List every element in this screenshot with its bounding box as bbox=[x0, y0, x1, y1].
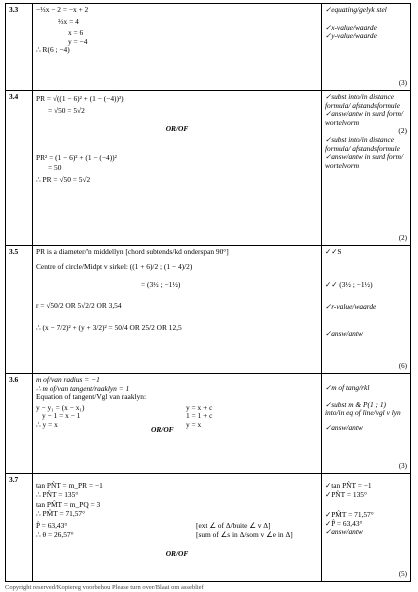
question-number: 3.3 bbox=[6, 4, 33, 91]
question-number: 3.7 bbox=[6, 474, 33, 582]
marks-cell bbox=[322, 374, 411, 474]
solution-line: Equation of tangent/Vgl van raaklyn: bbox=[36, 392, 147, 402]
row-3-6 bbox=[6, 374, 411, 474]
mark-item: ✓✓ (3½ ; −1½) bbox=[325, 279, 373, 289]
solution-line: r = √50/2 OR 5√2/2 OR 3,54 bbox=[36, 300, 122, 310]
solution-line: = 50 bbox=[48, 163, 62, 173]
mark-item: ✓r-value/waarde bbox=[325, 302, 377, 312]
reason-text: [ext ∠ of Δ/buite ∠ v Δ] bbox=[196, 521, 271, 531]
row-3-3 bbox=[6, 4, 411, 91]
two-method-block bbox=[36, 404, 318, 430]
solution-line: ⅔x = 4 bbox=[58, 16, 79, 26]
solution-line: ∴ PR = √50 = 5√2 bbox=[36, 174, 91, 184]
solution-cell bbox=[33, 374, 322, 474]
solution-line: ∴ θ = 26,57° bbox=[36, 529, 74, 539]
marks-cell bbox=[322, 91, 411, 246]
method-right bbox=[186, 404, 212, 430]
reason-row bbox=[36, 531, 318, 540]
mark-item: ✓PN̂T = 135° bbox=[325, 489, 367, 499]
or-label: OR/OF bbox=[151, 425, 174, 434]
solution-cell bbox=[33, 246, 322, 374]
solution-line: y = −4 bbox=[68, 36, 88, 46]
reason-text: [sum of ∠s in Δ/som v ∠e in Δ] bbox=[196, 529, 293, 539]
solution-line: ∴ y = x bbox=[36, 419, 58, 429]
mark-item: ✓answ/antw bbox=[325, 527, 363, 537]
solution-line: y − 1 = x − 1 bbox=[42, 411, 81, 421]
mark-item: ✓P̂ = 63,43° bbox=[325, 518, 363, 528]
solution-line: tan PN̂T = m_PR = −1 bbox=[36, 481, 103, 490]
solution-line: ∴ PN̂T = 135° bbox=[36, 489, 79, 499]
page-footer: Copyright reserved/Kopiereg voorbehou Please turn over/Blaai om asseblief bbox=[5, 584, 204, 591]
mark-item: ✓answ/antw bbox=[325, 328, 363, 338]
memo-table bbox=[5, 3, 411, 582]
question-number: 3.6 bbox=[6, 374, 33, 474]
solution-line: = (3½ ; −1½) bbox=[141, 280, 181, 290]
solution-line: ∴ (x − 7/2)² + (y + 3/2)² = 50/4 OR 25/2 OR 12,5 bbox=[36, 323, 182, 333]
solution-line: y = x bbox=[186, 419, 202, 429]
solution-line: = √50 = 5√2 bbox=[48, 105, 85, 115]
row-3-5 bbox=[6, 246, 411, 374]
mark-total: (2) bbox=[398, 126, 407, 136]
mark-item: ✓x-value/waarde bbox=[325, 22, 377, 32]
solution-line: Centre of circle/Midpt v sirkel: ((1 + 6)/2 ; (1 − 4)/2) bbox=[36, 261, 193, 271]
solution-line: tan PM̂T = m_PQ = 3 bbox=[36, 500, 101, 510]
solution-line: ∴ m of/van tangent/raaklyn = 1 bbox=[36, 383, 130, 393]
marks-cell bbox=[322, 474, 411, 582]
solution-line: ∴ R(6 ; −4) bbox=[36, 45, 70, 55]
solution-line: m of/van radius = −1 bbox=[36, 375, 100, 384]
mark-item: ✓tan PN̂T = −1 bbox=[325, 481, 372, 490]
mark-item: ✓subst into/in distance formula/ afstandsformule bbox=[325, 134, 400, 153]
mark-total: (3) bbox=[398, 79, 407, 88]
solution-line: y = x + c bbox=[186, 402, 213, 412]
row-3-4 bbox=[6, 91, 411, 246]
solution-line: PR is a diameter/'n middellyn [chord subtends/kd onderspan 90°] bbox=[36, 247, 229, 256]
solution-cell bbox=[33, 4, 322, 91]
solution-line: ∴ PM̂T = 71,57° bbox=[36, 508, 86, 518]
solution-line: PR² = (1 − 6)² + (1 − (−4))² bbox=[36, 152, 117, 162]
mark-item: ✓answ/antw bbox=[325, 422, 363, 432]
marks-cell bbox=[322, 4, 411, 91]
mark-item: ✓✓S bbox=[325, 247, 342, 256]
mark-total: (6) bbox=[398, 362, 407, 371]
question-number: 3.5 bbox=[6, 246, 33, 374]
mark-item: ✓equating/gelyk stel bbox=[325, 5, 387, 14]
solution-line: PR = √((1 − 6)² + (1 − (−4))²) bbox=[36, 94, 124, 103]
solution-cell bbox=[33, 474, 322, 582]
or-label: OR/OF bbox=[165, 548, 189, 558]
row-3-7 bbox=[6, 474, 411, 582]
mark-item: ✓PM̂T = 71,57° bbox=[325, 510, 374, 520]
solution-line: P̂ = 63,43° bbox=[36, 521, 68, 531]
or-label: OR/OF bbox=[165, 124, 189, 134]
solution-line: y − y₁ = (x − x₁) bbox=[36, 402, 85, 412]
solution-line: −⅓x − 2 = −x + 2 bbox=[36, 5, 89, 14]
mark-item: ✓answ/antw in surd form/ wortelvorm bbox=[325, 109, 403, 127]
mark-item: ✓m of tang/rkl bbox=[325, 383, 370, 392]
mark-item: ✓subst m & P(1 ; 1) into/in eq of line/vgl v lyn bbox=[325, 399, 401, 418]
solution-cell bbox=[33, 91, 322, 246]
mark-total: (3) bbox=[398, 462, 407, 471]
marks-cell bbox=[322, 246, 411, 374]
mark-total: (5) bbox=[398, 570, 407, 579]
mark-item: ✓y-value/waarde bbox=[325, 31, 377, 41]
solution-line: x = 6 bbox=[68, 28, 84, 38]
question-number: 3.4 bbox=[6, 91, 33, 246]
mark-total: (2) bbox=[398, 234, 407, 243]
solution-line: 1 = 1 + c bbox=[186, 411, 213, 421]
mark-item: ✓answ/antw in surd form/ wortelvorm bbox=[325, 152, 403, 170]
mark-item: ✓subst into/in distance formula/ afstandsformule bbox=[325, 92, 400, 110]
